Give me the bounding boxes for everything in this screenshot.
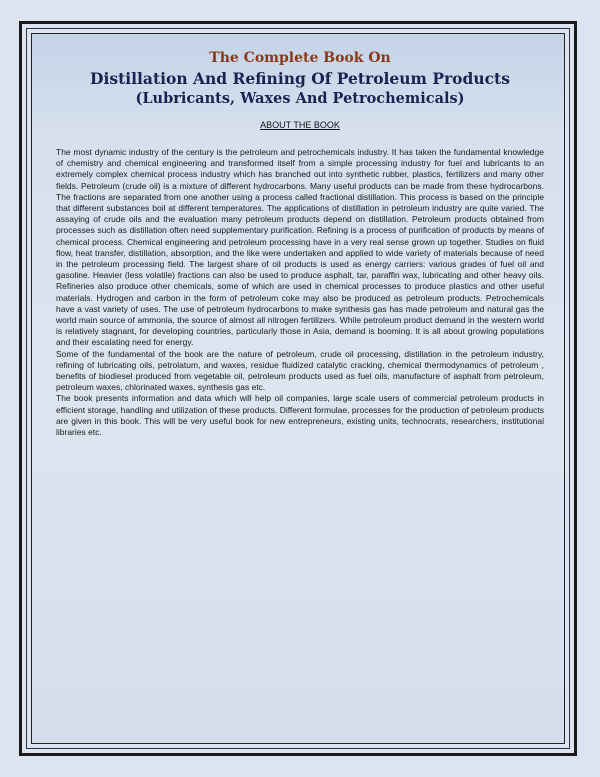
description-paragraph: The book presents information and data which will help oil companies, large scale users of commercial petroleum products in efficient storage, handling and utilization of these products. Different formulae, processes for the production of petroleum products are given in this book. This will be very useful book for new entrepreneurs, existing units, technocrats, researchers, institutional libraries etc. [56, 393, 544, 438]
description-paragraph: The most dynamic industry of the century is the petroleum and petrochemicals industry. It has taken the fundamental knowledge of chemistry and chemical engineering and transformed itself from a simple processing industry for fuel and lubricants to an extremely complex chemical process industry which has branched out into synthetic rubber, plastics, fertilizers and many other fields. Petroleum (crude oil) is a mixture of different hydrocarbons. Many useful products can be made from these hydrocarbons. The fractions are separated from one another using a process called fractional distillation. This process is based on the principle that different substances boil at different temperatures. The applications of distillation in petroleum industry are quite varied. The assaying of crude oils and the evaluation many petroleum products depend on distillation. Petroleum products obtained from processes such as distillation often need supplementary purification. Refining is a process of purification of products by means of chemical process. Chemical engineering and petroleum processing have in a very real sense grown up together. Studies on fluid flow, heat transfer, distillation, absorption, and the like were undertaken and applied to wide variety of materials because of need in the petroleum processing field. The largest share of oil products is used as energy carriers: various grades of fuel oil and gasoline. Heavier (less volatile) fractions can also be used to produce asphalt, tar, paraffin wax, lubricating and other heavy oils. Refineries also produce other chemicals, some of which are used in chemical processes to produce plastics and other useful materials. Hydrogen and carbon in the form of petroleum coke may also be produced as petroleum products. Petrochemicals have a vast variety of uses. The use of petroleum hydrocarbons to make synthesis gas has made petroleum and natural gas the world main source of ammonia, the source of almost all nitrogen fertilizers. While petroleum product demand in the western world is relatively stagnant, for developing countries, particularly those in Asia, demand is booming. It is all about growing populations and their escalating need for energy. [56, 147, 544, 348]
book-title-prefix: The Complete Book On [209, 50, 391, 66]
book-subtitle: (Lubricants, Waxes And Petrochemicals) [135, 90, 465, 107]
section-heading-about: ABOUT THE BOOK [260, 120, 340, 130]
book-description [56, 147, 544, 438]
document-content [56, 48, 544, 438]
description-paragraph: Some of the fundamental of the book are the nature of petroleum, crude oil processing, distillation in the petroleum industry, refining of lubricating oils, petrolatum, and waxes, residue fluidized catalytic cracking, chemical thermodynamics of petroleum , benefits of biodiesel produced from vegetable oil, petroleum products used as fuel oils, manufacture of asphalt from petroleum, petroleum waxes, chlorinated waxes, synthesis gas etc. [56, 348, 544, 393]
book-title: Distillation And Refining Of Petroleum Products [90, 69, 510, 88]
